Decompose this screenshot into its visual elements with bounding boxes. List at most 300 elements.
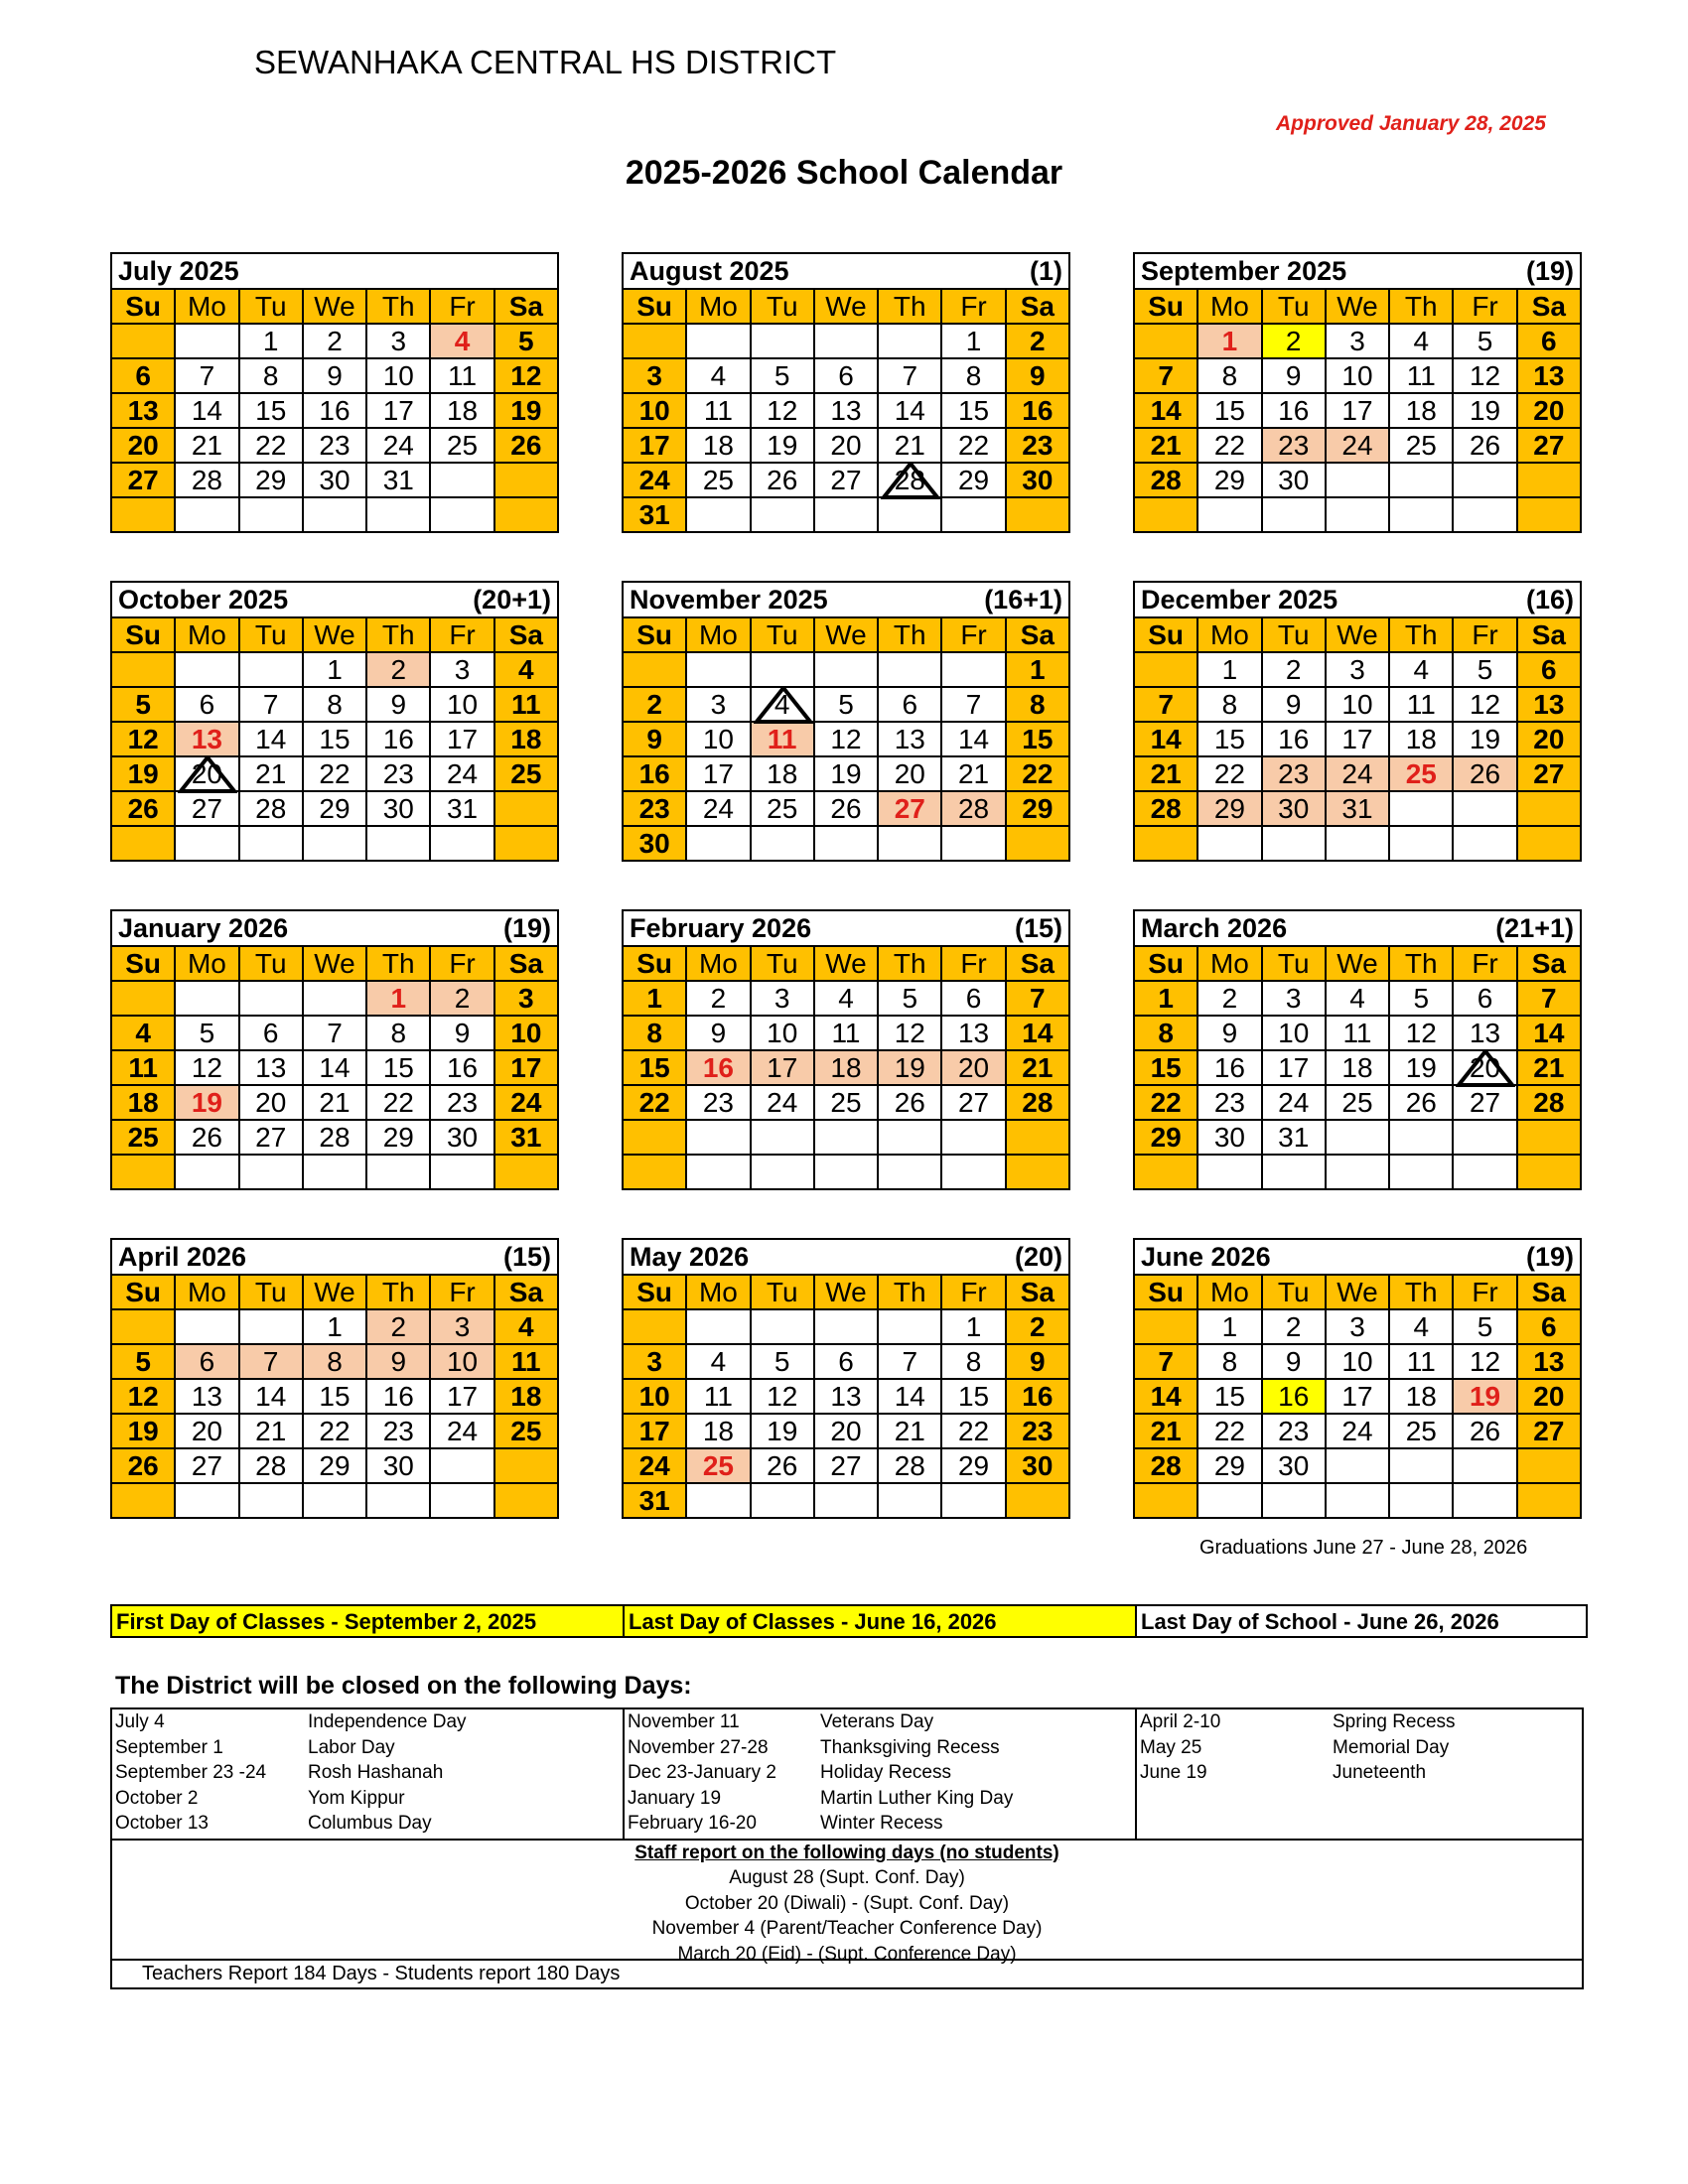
weekday-header: Su <box>623 617 686 652</box>
calendar-empty-cell <box>878 1483 941 1518</box>
calendar-day: 25 <box>430 428 493 463</box>
calendar-day: 16 <box>366 1379 430 1414</box>
weekday-header: Mo <box>175 289 238 324</box>
calendar-day: 9 <box>1197 1016 1261 1050</box>
calendar-day: 26 <box>175 1120 238 1155</box>
calendar-day: 1 <box>303 652 366 687</box>
calendar-empty-cell <box>1453 826 1516 861</box>
calendar-empty-cell <box>686 1155 750 1189</box>
closed-day-row <box>115 1735 623 1761</box>
calendar-day: 25 <box>1389 428 1453 463</box>
weekday-header: Su <box>623 946 686 981</box>
calendar-empty-cell <box>239 1309 303 1344</box>
calendar-day: 14 <box>303 1050 366 1085</box>
month-name: December 2025 <box>1141 584 1338 614</box>
calendar-day: 2 <box>303 324 366 358</box>
calendar-day: 22 <box>1197 756 1261 791</box>
calendar-day: 13 <box>1453 1016 1516 1050</box>
calendar-day: 1 <box>239 324 303 358</box>
month-calendar <box>110 909 559 1190</box>
calendar-day: 24 <box>751 1085 814 1120</box>
calendar-day: 9 <box>366 687 430 722</box>
weekday-header: Sa <box>1517 946 1581 981</box>
calendar-day: 18 <box>494 722 558 756</box>
weekday-header: Su <box>623 1275 686 1309</box>
closed-day-row <box>115 1760 623 1786</box>
calendar-empty-cell <box>623 1309 686 1344</box>
month-header <box>1134 1239 1581 1275</box>
calendar-day: 3 <box>1326 652 1389 687</box>
calendar-day: 13 <box>814 1379 878 1414</box>
calendar-day: 10 <box>430 687 493 722</box>
calendar-day: 7 <box>175 358 238 393</box>
calendar-day: 12 <box>111 722 175 756</box>
month-day-count: (16) <box>1525 584 1574 614</box>
calendar-day: 27 <box>1453 1085 1516 1120</box>
weekday-header: Tu <box>751 946 814 981</box>
calendar-day: 10 <box>1326 687 1389 722</box>
calendar-day: 26 <box>111 1448 175 1483</box>
closed-day-name: Juneteenth <box>1333 1762 1427 1783</box>
calendar-day: 5 <box>1389 981 1453 1016</box>
weekday-header: Tu <box>1262 617 1326 652</box>
calendar-day: 28 <box>1134 791 1197 826</box>
calendar-empty-cell <box>1389 1448 1453 1483</box>
calendar-day: 10 <box>751 1016 814 1050</box>
calendar-day: 17 <box>1326 722 1389 756</box>
calendar-day: 12 <box>814 722 878 756</box>
weekday-header: We <box>814 289 878 324</box>
calendar-day: 4 <box>430 324 493 358</box>
month-day-count: (15) <box>1014 912 1062 943</box>
calendar-empty-cell <box>1262 497 1326 532</box>
calendar-day: 8 <box>1197 687 1261 722</box>
calendar-empty-cell <box>1326 1120 1389 1155</box>
calendar-empty-cell <box>751 652 814 687</box>
calendar-empty-cell <box>1517 1483 1581 1518</box>
calendar-day: 5 <box>878 981 941 1016</box>
calendar-day: 29 <box>1134 1120 1197 1155</box>
calendar-day: 28 <box>878 463 941 497</box>
calendar-day: 7 <box>941 687 1005 722</box>
calendar-day: 31 <box>494 1120 558 1155</box>
closed-day-row <box>115 1811 623 1837</box>
calendar-empty-cell <box>111 324 175 358</box>
calendar-empty-cell <box>430 1483 493 1518</box>
closed-days-title: The District will be closed on the following Days: <box>115 1672 692 1700</box>
calendar-empty-cell <box>1006 1155 1069 1189</box>
closed-day-name: Independence Day <box>308 1711 467 1732</box>
calendar-empty-cell <box>1134 497 1197 532</box>
weekday-header: Mo <box>175 946 238 981</box>
calendar-day: 22 <box>1197 428 1261 463</box>
calendar-empty-cell <box>239 497 303 532</box>
month-day-count: (15) <box>502 1241 551 1272</box>
calendar-day: 21 <box>878 1414 941 1448</box>
calendar-day: 24 <box>623 463 686 497</box>
calendar-empty-cell <box>1389 1120 1453 1155</box>
calendar-day: 12 <box>1453 687 1516 722</box>
month-calendar <box>622 581 1070 862</box>
calendar-day: 6 <box>941 981 1005 1016</box>
calendar-empty-cell <box>1517 1448 1581 1483</box>
calendar-day: 17 <box>623 428 686 463</box>
calendar-day: 4 <box>111 1016 175 1050</box>
calendar-empty-cell <box>751 1120 814 1155</box>
closed-day-name: Winter Recess <box>820 1813 943 1834</box>
calendar-day: 24 <box>686 791 750 826</box>
calendar-day: 20 <box>878 756 941 791</box>
calendar-empty-cell <box>303 497 366 532</box>
weekday-header: Tu <box>239 617 303 652</box>
calendar-day: 28 <box>1134 463 1197 497</box>
calendar-day: 15 <box>941 1379 1005 1414</box>
calendar-day: 29 <box>1006 791 1069 826</box>
calendar-empty-cell <box>111 1483 175 1518</box>
calendar-day: 28 <box>1006 1085 1069 1120</box>
calendar-empty-cell <box>366 497 430 532</box>
calendar-day: 9 <box>303 358 366 393</box>
calendar-day: 9 <box>366 1344 430 1379</box>
calendar-day: 6 <box>175 687 238 722</box>
calendar-empty-cell <box>1389 1155 1453 1189</box>
calendar-day: 6 <box>175 1344 238 1379</box>
calendar-day: 4 <box>1389 324 1453 358</box>
calendar-day: 23 <box>366 756 430 791</box>
closed-day-row <box>628 1760 1135 1786</box>
calendar-empty-cell <box>814 497 878 532</box>
calendar-empty-cell <box>1389 826 1453 861</box>
calendar-day: 1 <box>941 1309 1005 1344</box>
calendar-day: 30 <box>1262 1448 1326 1483</box>
closed-day-date: July 4 <box>115 1711 165 1732</box>
calendar-empty-cell <box>430 826 493 861</box>
calendar-day: 12 <box>751 393 814 428</box>
calendar-empty-cell <box>686 1120 750 1155</box>
calendar-empty-cell <box>1389 497 1453 532</box>
calendar-day: 27 <box>175 791 238 826</box>
month-name: April 2026 <box>118 1241 247 1272</box>
calendar-empty-cell <box>111 497 175 532</box>
teachers-report-note: Teachers Report 184 Days - Students report 180 Days <box>112 1959 1582 1987</box>
weekday-header: We <box>814 946 878 981</box>
month-day-count: (19) <box>1525 255 1574 286</box>
month-calendar <box>110 1238 559 1519</box>
month-calendar <box>622 252 1070 533</box>
calendar-day: 12 <box>1389 1016 1453 1050</box>
calendar-day: 7 <box>1006 981 1069 1016</box>
calendar-day: 3 <box>686 687 750 722</box>
calendar-empty-cell <box>239 652 303 687</box>
weekday-header: Mo <box>686 289 750 324</box>
calendar-day: 26 <box>878 1085 941 1120</box>
weekday-header: Sa <box>1006 946 1069 981</box>
calendar-empty-cell <box>430 1155 493 1189</box>
calendar-day: 28 <box>1134 1448 1197 1483</box>
calendar-day: 10 <box>366 358 430 393</box>
calendar-empty-cell <box>623 1120 686 1155</box>
calendar-day: 20 <box>175 1414 238 1448</box>
weekday-header: Mo <box>1197 1275 1261 1309</box>
closed-day-name: Martin Luther King Day <box>820 1787 1014 1809</box>
calendar-empty-cell <box>239 826 303 861</box>
calendar-empty-cell <box>1197 1483 1261 1518</box>
calendar-day: 29 <box>941 463 1005 497</box>
calendar-day: 20 <box>1517 1379 1581 1414</box>
calendar-day: 17 <box>1326 393 1389 428</box>
calendar-day: 3 <box>430 652 493 687</box>
calendar-empty-cell <box>111 652 175 687</box>
month-header <box>111 910 558 946</box>
weekday-header: Th <box>878 946 941 981</box>
calendar-day: 21 <box>941 756 1005 791</box>
weekday-header: Mo <box>175 617 238 652</box>
calendar-day: 23 <box>1006 428 1069 463</box>
month-header <box>623 910 1069 946</box>
calendar-day: 7 <box>878 358 941 393</box>
calendar-day: 7 <box>1134 358 1197 393</box>
calendar-empty-cell <box>494 497 558 532</box>
calendar-day: 14 <box>1517 1016 1581 1050</box>
staff-report-day: August 28 (Supt. Conf. Day) <box>729 1867 965 1888</box>
weekday-header: Fr <box>1453 946 1516 981</box>
calendar-day: 16 <box>1197 1050 1261 1085</box>
calendar-day: 31 <box>430 791 493 826</box>
calendar-empty-cell <box>1326 1483 1389 1518</box>
calendar-day: 4 <box>494 652 558 687</box>
calendar-empty-cell <box>1389 463 1453 497</box>
calendar-day: 21 <box>303 1085 366 1120</box>
calendar-empty-cell <box>366 1155 430 1189</box>
weekday-header: We <box>814 1275 878 1309</box>
calendar-empty-cell <box>111 1309 175 1344</box>
calendar-day: 26 <box>1453 1414 1516 1448</box>
calendar-day: 9 <box>1006 1344 1069 1379</box>
calendar-day: 6 <box>1517 324 1581 358</box>
approved-date: Approved January 28, 2025 <box>1276 112 1546 135</box>
calendar-empty-cell <box>494 1448 558 1483</box>
calendar-empty-cell <box>751 826 814 861</box>
calendar-day: 10 <box>1262 1016 1326 1050</box>
month-name: November 2025 <box>630 584 828 614</box>
calendar-empty-cell <box>878 497 941 532</box>
closed-day-row <box>1140 1735 1582 1761</box>
calendar-empty-cell <box>686 324 750 358</box>
calendar-empty-cell <box>1326 1155 1389 1189</box>
calendar-empty-cell <box>494 826 558 861</box>
calendar-day: 13 <box>111 393 175 428</box>
weekday-header: Su <box>111 946 175 981</box>
calendar-empty-cell <box>1006 1120 1069 1155</box>
calendar-day: 2 <box>1006 324 1069 358</box>
calendar-day: 15 <box>623 1050 686 1085</box>
calendar-empty-cell <box>623 324 686 358</box>
weekday-header: Tu <box>239 1275 303 1309</box>
closed-day-row <box>115 1786 623 1812</box>
calendar-day: 25 <box>686 463 750 497</box>
calendar-day: 14 <box>1134 393 1197 428</box>
calendar-day: 16 <box>623 756 686 791</box>
calendar-day: 22 <box>1197 1414 1261 1448</box>
calendar-day: 24 <box>1326 756 1389 791</box>
calendar-day: 5 <box>751 358 814 393</box>
calendar-day: 11 <box>751 722 814 756</box>
month-calendar <box>110 252 559 533</box>
calendar-day: 30 <box>1006 1448 1069 1483</box>
closed-day-date: Dec 23-January 2 <box>628 1762 776 1783</box>
calendar-day: 3 <box>623 1344 686 1379</box>
month-day-count: (16+1) <box>984 584 1062 614</box>
calendar-day: 16 <box>1262 1379 1326 1414</box>
calendar-day: 28 <box>239 1448 303 1483</box>
calendar-day: 13 <box>175 722 238 756</box>
calendar-empty-cell <box>686 497 750 532</box>
month-day-count: (19) <box>502 912 551 943</box>
calendar-day: 1 <box>366 981 430 1016</box>
closed-day-name: Veterans Day <box>820 1711 934 1732</box>
month-header <box>1134 253 1581 289</box>
calendar-empty-cell <box>1134 1155 1197 1189</box>
calendar-day: 7 <box>1134 687 1197 722</box>
calendar-empty-cell <box>1453 1120 1516 1155</box>
weekday-header: Sa <box>494 1275 558 1309</box>
calendar-empty-cell <box>686 1483 750 1518</box>
calendar-day: 6 <box>239 1016 303 1050</box>
calendar-day: 19 <box>111 756 175 791</box>
calendar-day: 17 <box>686 756 750 791</box>
weekday-header: Th <box>366 946 430 981</box>
calendar-day: 20 <box>941 1050 1005 1085</box>
calendar-day: 27 <box>1517 756 1581 791</box>
weekday-header: Su <box>1134 1275 1197 1309</box>
calendar-day: 5 <box>111 687 175 722</box>
calendar-day: 3 <box>751 981 814 1016</box>
calendar-day: 18 <box>111 1085 175 1120</box>
calendar-day: 19 <box>878 1050 941 1085</box>
weekday-header: Fr <box>430 289 493 324</box>
calendar-empty-cell <box>623 1155 686 1189</box>
calendar-day: 29 <box>303 1448 366 1483</box>
calendar-empty-cell <box>239 981 303 1016</box>
calendar-empty-cell <box>1389 1483 1453 1518</box>
month-day-count: (1) <box>1030 255 1062 286</box>
calendar-day: 30 <box>366 791 430 826</box>
calendar-day: 16 <box>686 1050 750 1085</box>
calendar-day: 28 <box>941 791 1005 826</box>
calendar-day: 2 <box>1006 1309 1069 1344</box>
calendar-empty-cell <box>1389 791 1453 826</box>
calendar-day: 1 <box>1197 652 1261 687</box>
calendar-day: 23 <box>430 1085 493 1120</box>
closed-day-date: September 1 <box>115 1736 223 1758</box>
closed-day-date: September 23 -24 <box>115 1762 267 1783</box>
weekday-header: Mo <box>1197 946 1261 981</box>
calendar-day: 4 <box>1389 652 1453 687</box>
calendar-day: 11 <box>1389 1344 1453 1379</box>
calendar-day: 27 <box>1517 428 1581 463</box>
calendar-day: 11 <box>1389 687 1453 722</box>
calendar-day: 1 <box>303 1309 366 1344</box>
graduations-note: Graduations June 27 - June 28, 2026 <box>1199 1537 1528 1559</box>
calendar-day: 12 <box>494 358 558 393</box>
calendar-empty-cell <box>1517 463 1581 497</box>
calendar-day: 11 <box>1326 1016 1389 1050</box>
month-header <box>1134 582 1581 617</box>
calendar-day: 14 <box>1134 1379 1197 1414</box>
calendar-day: 19 <box>111 1414 175 1448</box>
calendar-day: 8 <box>303 1344 366 1379</box>
calendar-day: 24 <box>366 428 430 463</box>
calendar-day: 18 <box>751 756 814 791</box>
calendar-day: 23 <box>1197 1085 1261 1120</box>
calendar-empty-cell <box>814 1483 878 1518</box>
closed-day-name: Spring Recess <box>1333 1711 1456 1732</box>
calendar-day: 13 <box>814 393 878 428</box>
calendar-day: 15 <box>1197 393 1261 428</box>
closed-day-row <box>628 1735 1135 1761</box>
calendar-empty-cell <box>430 497 493 532</box>
calendar-day: 21 <box>1134 756 1197 791</box>
calendar-empty-cell <box>1326 1448 1389 1483</box>
calendar-empty-cell <box>751 497 814 532</box>
weekday-header: Sa <box>494 617 558 652</box>
calendar-day: 14 <box>878 1379 941 1414</box>
calendar-day: 29 <box>1197 1448 1261 1483</box>
calendar-empty-cell <box>686 826 750 861</box>
key-days-bar <box>110 1604 1588 1638</box>
calendar-empty-cell <box>175 652 238 687</box>
calendar-day: 6 <box>814 358 878 393</box>
closed-day-date: November 27-28 <box>628 1736 769 1758</box>
calendar-empty-cell <box>1197 497 1261 532</box>
calendar-day: 25 <box>814 1085 878 1120</box>
calendar-day: 5 <box>1453 652 1516 687</box>
month-name: September 2025 <box>1141 255 1347 286</box>
calendar-day: 7 <box>878 1344 941 1379</box>
month-header <box>111 1239 558 1275</box>
calendar-empty-cell <box>814 826 878 861</box>
calendar-day: 30 <box>623 826 686 861</box>
calendar-day: 19 <box>751 1414 814 1448</box>
calendar-day: 12 <box>111 1379 175 1414</box>
calendar-day: 27 <box>878 791 941 826</box>
calendar-day: 27 <box>814 1448 878 1483</box>
calendar-empty-cell <box>494 463 558 497</box>
closed-day-name: Labor Day <box>308 1736 395 1758</box>
calendar-day: 26 <box>1453 428 1516 463</box>
calendar-day: 9 <box>1262 687 1326 722</box>
calendar-day: 20 <box>239 1085 303 1120</box>
weekday-header: Fr <box>430 617 493 652</box>
month-header <box>623 253 1069 289</box>
calendar-day: 11 <box>1389 358 1453 393</box>
calendar-day: 6 <box>111 358 175 393</box>
calendar-day: 16 <box>430 1050 493 1085</box>
calendar-day: 13 <box>878 722 941 756</box>
calendar-day: 4 <box>686 1344 750 1379</box>
weekday-header: Fr <box>941 617 1005 652</box>
calendar-day: 24 <box>494 1085 558 1120</box>
calendar-day: 17 <box>366 393 430 428</box>
calendar-day: 24 <box>1326 1414 1389 1448</box>
month-calendar <box>622 909 1070 1190</box>
calendar-day: 28 <box>878 1448 941 1483</box>
calendar-day: 19 <box>175 1085 238 1120</box>
calendar-day: 1 <box>1006 652 1069 687</box>
calendar-empty-cell <box>366 1483 430 1518</box>
calendar-day: 20 <box>1517 722 1581 756</box>
calendar-day: 13 <box>1517 687 1581 722</box>
